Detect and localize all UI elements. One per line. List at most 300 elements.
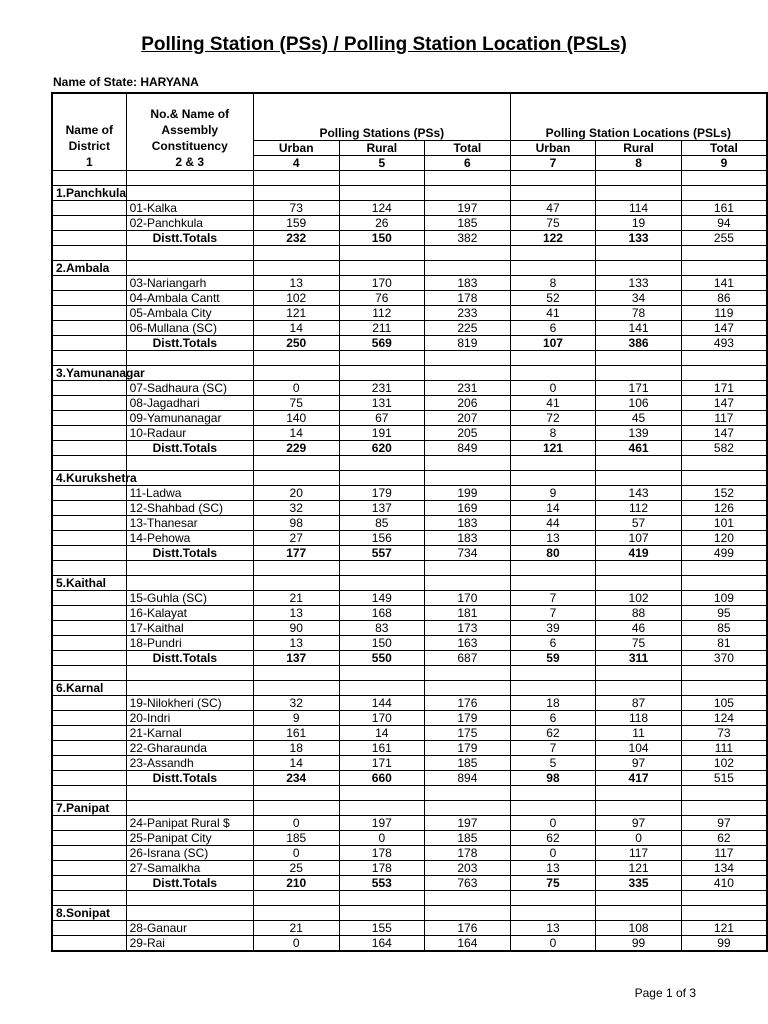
district-row (52, 261, 767, 276)
value-cell: 0 (253, 381, 339, 396)
empty-cell (52, 201, 126, 216)
empty-cell (52, 591, 126, 606)
total-value: 849 (425, 441, 511, 456)
value-cell: 156 (339, 531, 425, 546)
empty-cell (52, 606, 126, 621)
col-num: 9 (681, 156, 767, 171)
value-cell: 13 (510, 921, 596, 936)
value-cell: 97 (596, 756, 682, 771)
empty-cell (510, 681, 596, 696)
value-cell: 170 (425, 591, 511, 606)
ac-name: 26-Israna (SC) (126, 846, 253, 861)
value-cell: 0 (339, 831, 425, 846)
empty-cell (52, 246, 126, 261)
totals-row (52, 876, 767, 891)
value-cell: 13 (253, 636, 339, 651)
empty-cell (52, 891, 126, 906)
empty-cell (510, 471, 596, 486)
table-row (52, 726, 767, 741)
empty-cell (681, 456, 767, 471)
value-cell: 118 (596, 711, 682, 726)
col-num: 4 (253, 156, 339, 171)
value-cell: 141 (681, 276, 767, 291)
value-cell: 231 (339, 381, 425, 396)
empty-cell (339, 471, 425, 486)
value-cell: 171 (596, 381, 682, 396)
value-cell: 155 (339, 921, 425, 936)
total-value: 569 (339, 336, 425, 351)
empty-cell (339, 666, 425, 681)
table-row (52, 846, 767, 861)
empty-cell (339, 366, 425, 381)
empty-cell (52, 741, 126, 756)
ac-name: 24-Panipat Rural $ (126, 816, 253, 831)
value-cell: 143 (596, 486, 682, 501)
table-row (52, 381, 767, 396)
value-cell: 5 (510, 756, 596, 771)
value-cell: 178 (425, 291, 511, 306)
empty-cell (510, 171, 596, 186)
total-value: 687 (425, 651, 511, 666)
ac-name: 18-Pundri (126, 636, 253, 651)
empty-cell (339, 561, 425, 576)
value-cell: 45 (596, 411, 682, 426)
empty-cell (52, 276, 126, 291)
value-cell: 131 (339, 396, 425, 411)
value-cell: 7 (510, 741, 596, 756)
ac-name: 25-Panipat City (126, 831, 253, 846)
totals-row (52, 546, 767, 561)
ac-name: 12-Shahbad (SC) (126, 501, 253, 516)
value-cell: 150 (339, 636, 425, 651)
value-cell: 139 (596, 426, 682, 441)
empty-cell (510, 786, 596, 801)
value-cell: 119 (681, 306, 767, 321)
value-cell: 85 (681, 621, 767, 636)
value-cell: 13 (510, 861, 596, 876)
empty-cell (425, 471, 511, 486)
empty-cell (126, 576, 253, 591)
empty-cell (126, 366, 253, 381)
ac-name: 11-Ladwa (126, 486, 253, 501)
empty-cell (510, 366, 596, 381)
table-row (52, 696, 767, 711)
totals-row (52, 336, 767, 351)
empty-cell (510, 891, 596, 906)
total-value: 515 (681, 771, 767, 786)
value-cell: 52 (510, 291, 596, 306)
state-name: Name of State: HARYANA (53, 75, 199, 89)
value-cell: 179 (425, 711, 511, 726)
empty-cell (339, 351, 425, 366)
empty-cell (52, 336, 126, 351)
empty-cell (510, 666, 596, 681)
total-value: 370 (681, 651, 767, 666)
empty-cell (596, 351, 682, 366)
table-row (52, 306, 767, 321)
value-cell: 134 (681, 861, 767, 876)
table-row (52, 921, 767, 936)
district-name: 1.Panchkula (52, 186, 126, 201)
ac-name: 20-Indri (126, 711, 253, 726)
district-name: 6.Karnal (52, 681, 126, 696)
value-cell: 161 (681, 201, 767, 216)
empty-cell (510, 246, 596, 261)
empty-cell (425, 456, 511, 471)
empty-cell (681, 801, 767, 816)
value-cell: 121 (253, 306, 339, 321)
totals-label: Distt.Totals (126, 546, 253, 561)
value-cell: 171 (339, 756, 425, 771)
empty-cell (52, 516, 126, 531)
value-cell: 161 (339, 741, 425, 756)
value-cell: 8 (510, 426, 596, 441)
empty-cell (339, 456, 425, 471)
value-cell: 147 (681, 426, 767, 441)
empty-cell (681, 561, 767, 576)
value-cell: 164 (425, 936, 511, 952)
empty-cell (52, 411, 126, 426)
value-cell: 170 (339, 276, 425, 291)
empty-cell (681, 681, 767, 696)
district-row (52, 681, 767, 696)
ac-name: 14-Pehowa (126, 531, 253, 546)
empty-cell (681, 351, 767, 366)
empty-cell (510, 186, 596, 201)
value-cell: 191 (339, 426, 425, 441)
empty-cell (596, 801, 682, 816)
total-value: 819 (425, 336, 511, 351)
empty-cell (339, 246, 425, 261)
total-value: 660 (339, 771, 425, 786)
district-name: 3.Yamunanagar (52, 366, 126, 381)
col-num: 6 (425, 156, 511, 171)
empty-cell (126, 786, 253, 801)
empty-cell (253, 351, 339, 366)
value-cell: 197 (425, 816, 511, 831)
empty-cell (52, 351, 126, 366)
total-value: 177 (253, 546, 339, 561)
value-cell: 72 (510, 411, 596, 426)
totals-label: Distt.Totals (126, 441, 253, 456)
empty-cell (596, 471, 682, 486)
value-cell: 6 (510, 711, 596, 726)
value-cell: 117 (681, 846, 767, 861)
totals-label: Distt.Totals (126, 336, 253, 351)
total-value: 553 (339, 876, 425, 891)
value-cell: 141 (596, 321, 682, 336)
totals-row (52, 231, 767, 246)
value-cell: 0 (510, 381, 596, 396)
empty-cell (52, 486, 126, 501)
value-cell: 112 (339, 306, 425, 321)
table-row (52, 501, 767, 516)
value-cell: 18 (253, 741, 339, 756)
ac-name: 01-Kalka (126, 201, 253, 216)
page-number: Page 1 of 3 (634, 986, 696, 1000)
total-value: 137 (253, 651, 339, 666)
value-cell: 152 (681, 486, 767, 501)
value-cell: 47 (510, 201, 596, 216)
empty-cell (253, 681, 339, 696)
total-value: 311 (596, 651, 682, 666)
empty-cell (596, 576, 682, 591)
urban-header: Urban (510, 141, 596, 156)
district-row (52, 366, 767, 381)
value-cell: 13 (510, 531, 596, 546)
value-cell: 57 (596, 516, 682, 531)
empty-cell (510, 261, 596, 276)
empty-cell (52, 756, 126, 771)
empty-cell (126, 171, 253, 186)
empty-cell (126, 906, 253, 921)
value-cell: 14 (510, 501, 596, 516)
value-cell: 32 (253, 501, 339, 516)
total-header: Total (425, 141, 511, 156)
value-cell: 0 (510, 816, 596, 831)
ac-name: 17-Kaithal (126, 621, 253, 636)
value-cell: 114 (596, 201, 682, 216)
empty-cell (425, 171, 511, 186)
empty-cell (253, 246, 339, 261)
value-cell: 13 (253, 606, 339, 621)
value-cell: 185 (425, 216, 511, 231)
ac-name: 16-Kalayat (126, 606, 253, 621)
empty-cell (253, 186, 339, 201)
total-value: 734 (425, 546, 511, 561)
empty-cell (510, 906, 596, 921)
col-num: 8 (596, 156, 682, 171)
empty-cell (52, 306, 126, 321)
empty-cell (681, 891, 767, 906)
value-cell: 183 (425, 516, 511, 531)
empty-cell (126, 261, 253, 276)
empty-cell (253, 906, 339, 921)
value-cell: 13 (253, 276, 339, 291)
value-cell: 199 (425, 486, 511, 501)
empty-cell (339, 681, 425, 696)
spacer-row (52, 351, 767, 366)
value-cell: 14 (339, 726, 425, 741)
ac-header: No.& Name of Assembly Constituency (150, 107, 230, 153)
value-cell: 117 (596, 846, 682, 861)
value-cell: 83 (339, 621, 425, 636)
value-cell: 137 (339, 501, 425, 516)
empty-cell (425, 906, 511, 921)
value-cell: 78 (596, 306, 682, 321)
value-cell: 105 (681, 696, 767, 711)
empty-cell (126, 801, 253, 816)
empty-cell (425, 186, 511, 201)
empty-cell (253, 471, 339, 486)
value-cell: 101 (681, 516, 767, 531)
value-cell: 67 (339, 411, 425, 426)
total-value: 255 (681, 231, 767, 246)
value-cell: 171 (681, 381, 767, 396)
total-value: 499 (681, 546, 767, 561)
total-value: 410 (681, 876, 767, 891)
ac-col-num: 2 & 3 (175, 155, 205, 169)
col-num: 7 (510, 156, 596, 171)
ps-group-header: Polling Stations (PSs) (319, 126, 445, 140)
value-cell: 44 (510, 516, 596, 531)
value-cell: 102 (253, 291, 339, 306)
total-value: 763 (425, 876, 511, 891)
value-cell: 8 (510, 276, 596, 291)
header-row-1 (52, 93, 767, 141)
value-cell: 169 (425, 501, 511, 516)
value-cell: 173 (425, 621, 511, 636)
empty-cell (425, 261, 511, 276)
total-value: 493 (681, 336, 767, 351)
table-row (52, 426, 767, 441)
empty-cell (52, 321, 126, 336)
value-cell: 75 (596, 636, 682, 651)
value-cell: 14 (253, 756, 339, 771)
value-cell: 85 (339, 516, 425, 531)
empty-cell (52, 531, 126, 546)
value-cell: 121 (681, 921, 767, 936)
spacer-row (52, 666, 767, 681)
value-cell: 34 (596, 291, 682, 306)
value-cell: 112 (596, 501, 682, 516)
value-cell: 20 (253, 486, 339, 501)
empty-cell (52, 171, 126, 186)
empty-cell (52, 846, 126, 861)
value-cell: 75 (510, 216, 596, 231)
value-cell: 18 (510, 696, 596, 711)
value-cell: 88 (596, 606, 682, 621)
total-value: 232 (253, 231, 339, 246)
value-cell: 185 (253, 831, 339, 846)
empty-cell (425, 576, 511, 591)
value-cell: 107 (596, 531, 682, 546)
empty-cell (510, 456, 596, 471)
value-cell: 6 (510, 321, 596, 336)
value-cell: 147 (681, 321, 767, 336)
district-row (52, 801, 767, 816)
value-cell: 9 (253, 711, 339, 726)
value-cell: 163 (425, 636, 511, 651)
empty-cell (681, 576, 767, 591)
ac-name: 04-Ambala Cantt (126, 291, 253, 306)
value-cell: 197 (425, 201, 511, 216)
empty-cell (52, 831, 126, 846)
totals-label: Distt.Totals (126, 771, 253, 786)
empty-cell (52, 861, 126, 876)
value-cell: 97 (596, 816, 682, 831)
value-cell: 183 (425, 276, 511, 291)
value-cell: 32 (253, 696, 339, 711)
spacer-row (52, 891, 767, 906)
empty-cell (425, 666, 511, 681)
value-cell: 176 (425, 921, 511, 936)
value-cell: 14 (253, 426, 339, 441)
empty-cell (52, 216, 126, 231)
table-row (52, 936, 767, 952)
value-cell: 126 (681, 501, 767, 516)
empty-cell (339, 261, 425, 276)
empty-cell (253, 366, 339, 381)
total-value: 98 (510, 771, 596, 786)
value-cell: 0 (253, 816, 339, 831)
value-cell: 102 (596, 591, 682, 606)
total-value: 582 (681, 441, 767, 456)
value-cell: 111 (681, 741, 767, 756)
empty-cell (52, 456, 126, 471)
value-cell: 0 (253, 846, 339, 861)
empty-cell (339, 786, 425, 801)
table-row (52, 321, 767, 336)
value-cell: 62 (510, 831, 596, 846)
empty-cell (52, 726, 126, 741)
empty-cell (52, 231, 126, 246)
value-cell: 147 (681, 396, 767, 411)
value-cell: 21 (253, 591, 339, 606)
value-cell: 99 (596, 936, 682, 952)
district-name: 2.Ambala (52, 261, 126, 276)
value-cell: 159 (253, 216, 339, 231)
value-cell: 185 (425, 831, 511, 846)
empty-cell (253, 786, 339, 801)
empty-cell (425, 801, 511, 816)
totals-label: Distt.Totals (126, 651, 253, 666)
table-row (52, 411, 767, 426)
value-cell: 95 (681, 606, 767, 621)
total-value: 419 (596, 546, 682, 561)
empty-cell (52, 621, 126, 636)
value-cell: 73 (681, 726, 767, 741)
total-value: 386 (596, 336, 682, 351)
district-row (52, 186, 767, 201)
district-row (52, 471, 767, 486)
empty-cell (52, 561, 126, 576)
value-cell: 120 (681, 531, 767, 546)
empty-cell (596, 261, 682, 276)
value-cell: 7 (510, 606, 596, 621)
ac-name: 05-Ambala City (126, 306, 253, 321)
value-cell: 178 (339, 861, 425, 876)
value-cell: 26 (339, 216, 425, 231)
empty-cell (126, 471, 253, 486)
empty-cell (339, 171, 425, 186)
value-cell: 117 (681, 411, 767, 426)
value-cell: 124 (339, 201, 425, 216)
table-row (52, 861, 767, 876)
empty-cell (425, 366, 511, 381)
empty-cell (596, 186, 682, 201)
empty-cell (52, 636, 126, 651)
empty-cell (596, 786, 682, 801)
empty-cell (126, 351, 253, 366)
value-cell: 9 (510, 486, 596, 501)
ac-name: 19-Nilokheri (SC) (126, 696, 253, 711)
empty-cell (425, 681, 511, 696)
table-row (52, 291, 767, 306)
rural-header: Rural (596, 141, 682, 156)
ac-name: 21-Karnal (126, 726, 253, 741)
value-cell: 197 (339, 816, 425, 831)
value-cell: 62 (510, 726, 596, 741)
value-cell: 133 (596, 276, 682, 291)
ac-name: 28-Ganaur (126, 921, 253, 936)
psl-group-header: Polling Station Locations (PSLs) (545, 126, 731, 140)
empty-cell (681, 471, 767, 486)
empty-cell (596, 666, 682, 681)
empty-cell (510, 801, 596, 816)
district-name: 4.Kurukshetra (52, 471, 126, 486)
value-cell: 183 (425, 531, 511, 546)
